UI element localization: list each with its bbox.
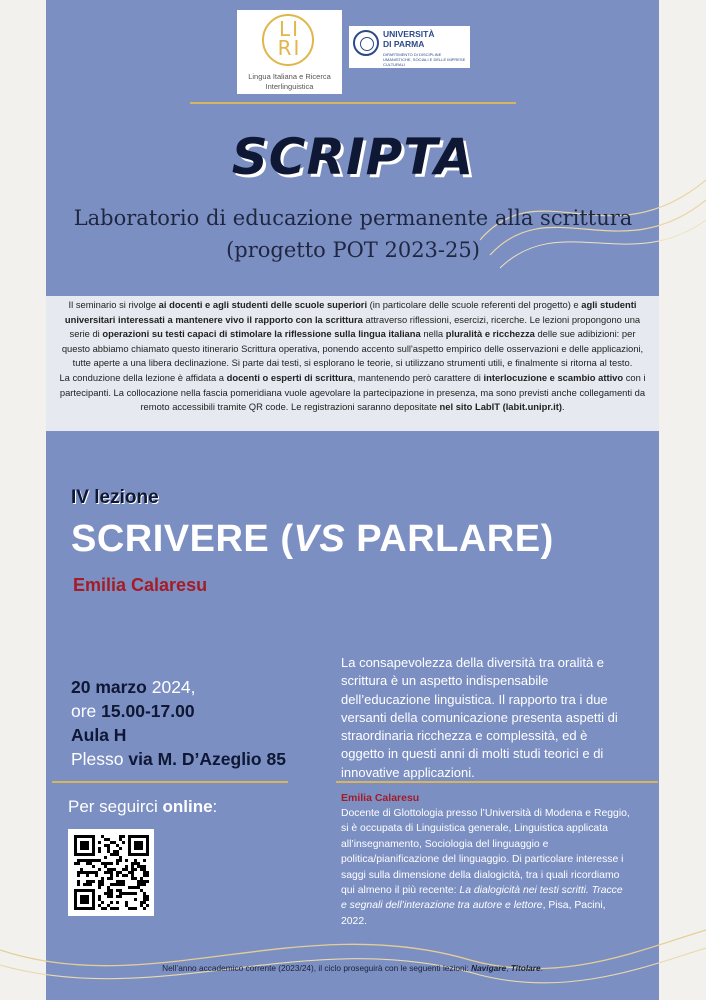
unipr-name-2: DI PARMA	[383, 39, 425, 49]
divider-top	[190, 102, 516, 104]
divider-right	[336, 781, 658, 783]
event-year: 2024,	[146, 677, 196, 697]
intro-p1-run: agli studenti universitari interessati a mantenere vivo il rapporto con la scrittura	[64, 299, 637, 325]
lecture-title-part-1: SCRIVERE (	[71, 518, 294, 560]
intro-box	[46, 296, 659, 431]
intro-p1-run: (in particolare delle scuole referenti del progetto) e	[367, 299, 582, 310]
intro-p1-run: delle sue adibizioni: per questo abbiamo chiamato questo itinerario Scrittura operativa, ponendo accento sull'aspetto empirico delle osservazioni e delle applicazioni, tutte aperte a una libera declinazione. Si parte dai testi, si esplorano le teorie, si utilizzano strumenti utili, e finalmente si ritorna al testo.	[61, 328, 644, 369]
intro-p2-run: , mantenendo però carattere di	[352, 371, 484, 383]
lecture-title	[71, 518, 554, 561]
lecture-number: IV lezione	[71, 487, 159, 508]
intro-p1-run: pluralità e ricchezza	[445, 328, 535, 340]
event-place-prefix: Plesso	[71, 749, 129, 769]
online-bold: online	[162, 797, 213, 816]
footer-sep: ,	[506, 963, 511, 973]
lecture-abstract: La consapevolezza della diversità tra oralità e scrittura è un aspetto indispensabile dell’educazione linguistica. Il rapporto tra i due versanti della comunicazione presenta aspetti di straordinaria ricchezza e complessità, ed è oggetto in questi anni di molti studi teorici e di innovative applicazioni.	[341, 655, 618, 780]
liri-caption-2: Interlinguistica	[265, 82, 314, 91]
footer-end: .	[540, 963, 543, 973]
footer-note	[46, 963, 659, 973]
online-suffix: :	[212, 797, 218, 816]
lecture-title-part-2: PARLARE)	[345, 518, 554, 560]
online-label	[68, 797, 217, 817]
intro-p2-run: con i partecipanti. La collocazione nella fascia pomeridiana vuole agevolare la partecipazione in presenza, ma sono previsti anche collegamenti da remoto accessibili tramite QR code. Le registrazioni saranno depositate	[59, 371, 646, 413]
bio-book-title: La dialogicità nei testi scritti. Tracce e segnali dell’interazione tra autore e lettore	[341, 885, 623, 912]
intro-p2-run: La conduzione della lezione è affidata a	[59, 371, 227, 383]
bio-name: Emilia Calaresu	[341, 792, 420, 804]
event-time	[71, 699, 286, 723]
event-room-value: Aula H	[71, 725, 127, 745]
event-room	[71, 723, 286, 747]
subtitle-line-2: (progetto POT 2023-25)	[226, 238, 480, 262]
event-time-value: 15.00-17.00	[101, 701, 195, 721]
intro-p2-run: interlocuzione e scambio attivo	[483, 371, 624, 383]
event-time-prefix: ore	[71, 701, 102, 721]
bio-publisher: , Pisa, Pacini, 2022.	[341, 900, 606, 927]
qr-code-icon	[68, 829, 154, 916]
online-prefix: Per seguirci	[68, 797, 163, 816]
divider-left	[52, 781, 288, 783]
footer-lecture-1: Navigare	[471, 963, 507, 973]
intro-paragraph-2	[56, 371, 649, 415]
intro-p2-run: .	[561, 401, 565, 413]
footer-text: Nell’anno accademico corrente (2023/24), il ciclo proseguirà con le seguenti lezioni:	[162, 963, 472, 973]
speaker-bio	[341, 806, 631, 929]
event-details	[71, 675, 286, 771]
intro-p1-run: attraverso riflessioni, esercizi, ricerche. Le lezioni propongono una serie di	[69, 313, 641, 340]
intro-p2-run: docenti o esperti di scrittura	[226, 371, 353, 383]
event-place	[71, 747, 286, 771]
unipr-logo	[349, 26, 470, 68]
event-date-bold: 20 marzo	[71, 677, 147, 697]
footer-lecture-2: Titolare	[510, 963, 541, 973]
liri-caption-1: Lingua Italiana e Ricerca	[248, 72, 331, 81]
unipr-seal-icon	[353, 30, 379, 56]
intro-p2-run: nel sito LabIT (labit.unipr.it)	[439, 401, 562, 413]
page-title: SCRIPTA	[231, 128, 475, 186]
speaker-name: Emilia Calaresu	[73, 575, 208, 595]
liri-logo-text: LI RI	[277, 17, 302, 60]
intro-p1-run: nella	[420, 328, 446, 340]
bio-text: Docente di Glottologia presso l’Università di Modena e Reggio, si è occupata di Linguistica generale, Linguistica applicata all’insegnamento, Sociologia del linguaggio e politica/pianificazione del linguaggio. Di particolare interesse i saggi sulla dimensione della dialogicità, tra i quali ricordiamo qui almeno il più recente:	[341, 808, 630, 897]
liri-logo	[237, 10, 342, 94]
event-place-value: via M. D’Azeglio 85	[128, 749, 286, 769]
event-date	[71, 675, 286, 699]
intro-p1-run: ai docenti e agli studenti delle scuole superiori	[158, 299, 368, 310]
unipr-dept: DIPARTIMENTO DI DISCIPLINE UMANISTICHE, SOCIALI E DELLE IMPRESE CULTURALI	[383, 52, 466, 67]
intro-p1-run: operazioni su testi capaci di stimolare la riflessione sulla lingua italiana	[102, 328, 421, 340]
qr-code[interactable]	[68, 829, 154, 916]
lecture-title-vs: VS	[293, 518, 346, 560]
intro-p1-run: Il seminario si rivolge	[68, 299, 159, 310]
intro-paragraph-1	[56, 298, 649, 371]
unipr-name-1: UNIVERSITÀ	[383, 29, 435, 39]
subtitle-line-1: Laboratorio di educazione permanente alla scrittura	[73, 206, 633, 230]
